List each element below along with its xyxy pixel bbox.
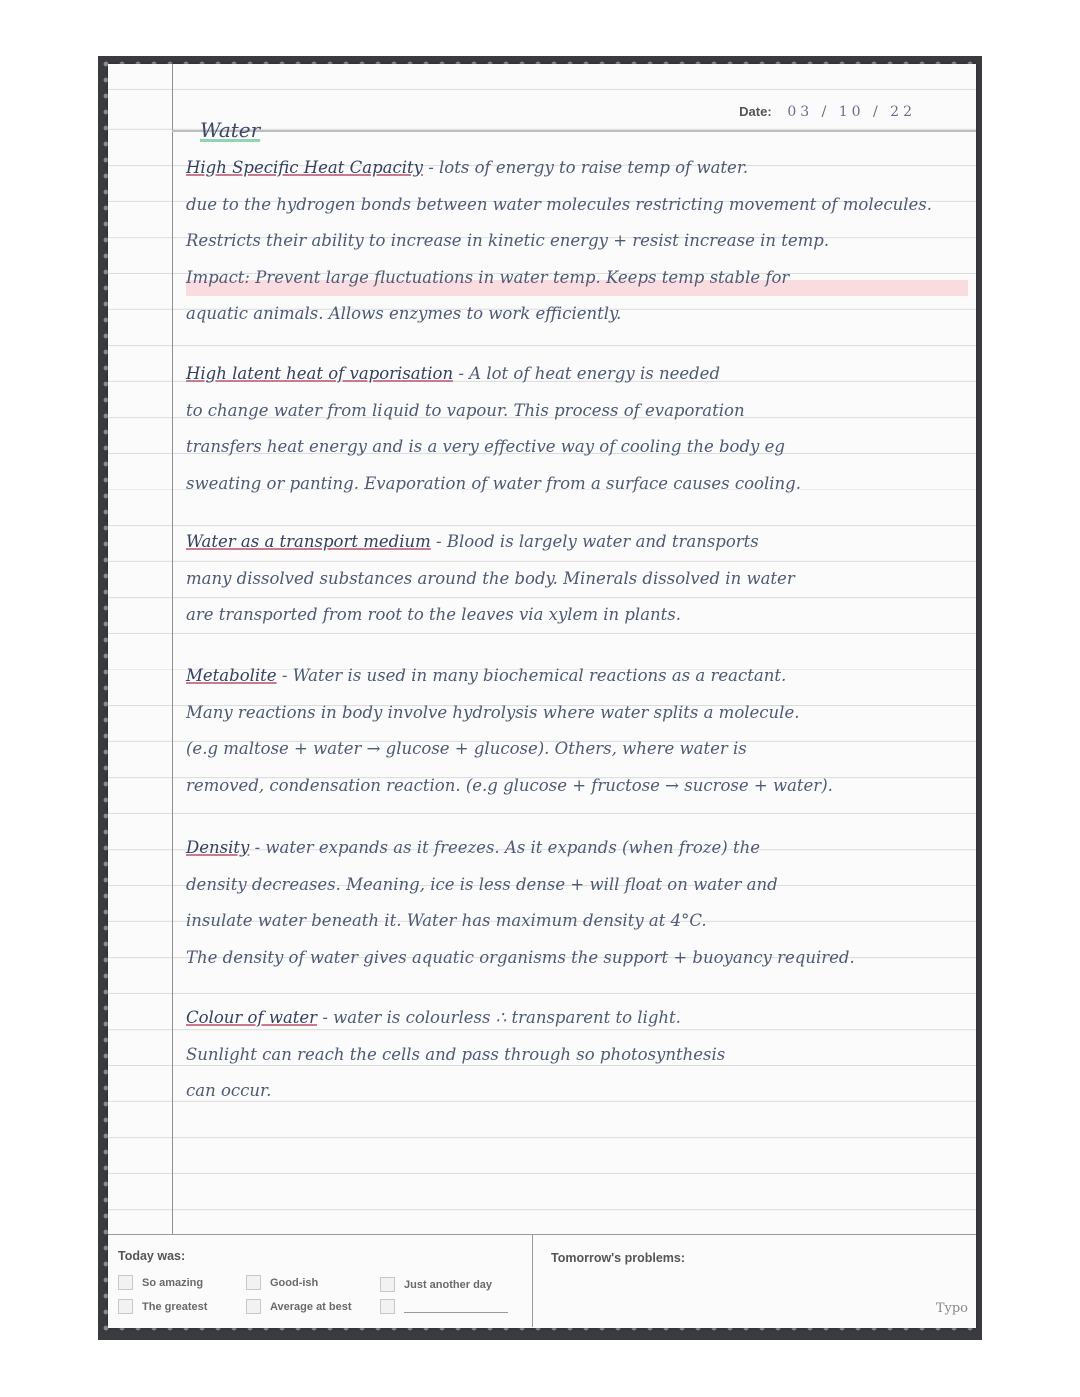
section-heading: Density (186, 838, 250, 857)
section-text: - Blood is largely water and transports (436, 532, 759, 551)
tomorrows-problems-label: Tomorrow's problems: (551, 1251, 686, 1265)
option-label: Good-ish (270, 1276, 319, 1289)
section-text: density decreases. Meaning, ice is less dense + will float on water and (186, 874, 778, 894)
option-average-at-best[interactable] (246, 1299, 352, 1314)
section-heading: High Specific Heat Capacity (186, 158, 423, 177)
section-transport-medium (186, 524, 968, 634)
section-line (186, 150, 968, 187)
section-text: due to the hydrogen bonds between water molecules restricting movement of molecules. (186, 194, 933, 214)
section-heading: Metabolite (186, 666, 277, 685)
section-text: to change water from liquid to vapour. This process of evaporation (186, 400, 745, 420)
header-rule (172, 130, 976, 132)
section-text: aquatic animals. Allows enzymes to work efficiently. (186, 304, 622, 323)
section-text: are transported from root to the leaves via xylem in plants. (186, 605, 682, 624)
page-footer (108, 1234, 976, 1328)
option-good-ish[interactable] (246, 1275, 318, 1290)
page-title: Water (200, 118, 261, 142)
option-label: Average at best (270, 1300, 352, 1313)
section-text: removed, condensation reaction. (e.g glucose + fructose → sucrose + water). (186, 775, 833, 795)
section-heading: High latent heat of vaporisation (186, 364, 454, 383)
section-latent-heat (186, 356, 968, 502)
checkbox[interactable] (118, 1299, 133, 1314)
footer-divider (532, 1235, 533, 1327)
section-density (186, 830, 968, 976)
checkbox[interactable] (246, 1275, 261, 1290)
date-value: 03 / 10 / 22 (787, 104, 916, 120)
section-text: - water is colourless ∴ transparent to light. (322, 1008, 681, 1027)
section-text: Many reactions in body involve hydrolysis where water splits a molecule. (186, 702, 800, 722)
section-heading: Water as a transport medium (186, 532, 431, 551)
section-text: (e.g maltose + water → glucose + glucose). Others, where water is (186, 739, 747, 758)
section-heading: Colour of water (186, 1008, 318, 1027)
section-text: The density of water gives aquatic organisms the support + buoyancy required. (186, 947, 855, 967)
option-custom[interactable] (380, 1299, 508, 1314)
section-text: Impact: Prevent large fluctuations in water temp. Keeps temp stable for (186, 260, 968, 297)
option-label: The greatest (142, 1300, 208, 1313)
section-text: Sunlight can reach the cells and pass through so photosynthesis (186, 1044, 726, 1064)
checkbox[interactable] (118, 1275, 133, 1290)
margin-line (172, 64, 173, 1234)
brand-logo: Typo (935, 1301, 968, 1316)
notebook-page (108, 64, 976, 1328)
section-text: - A lot of heat energy is needed (458, 364, 721, 383)
section-text: many dissolved substances around the body. Minerals dissolved in water (186, 568, 795, 588)
option-just-another-day[interactable] (380, 1277, 492, 1292)
date-label: Date: (739, 104, 772, 119)
custom-option-line[interactable] (404, 1300, 508, 1313)
checkbox[interactable] (380, 1299, 395, 1314)
option-label: Just another day (404, 1278, 493, 1291)
today-was-label: Today was: (118, 1249, 186, 1263)
section-line (186, 524, 968, 561)
section-line (186, 1000, 968, 1037)
section-metabolite (186, 658, 968, 804)
section-line (186, 658, 968, 695)
section-line (186, 356, 968, 393)
option-so-amazing[interactable] (118, 1275, 203, 1290)
date-field (739, 104, 916, 120)
section-line (186, 830, 968, 867)
section-text: - lots of energy to raise temp of water. (428, 158, 749, 177)
section-text: insulate water beneath it. Water has maximum density at 4°C. (186, 911, 707, 930)
section-text: sweating or panting. Evaporation of water from a surface causes cooling. (186, 473, 801, 493)
checkbox[interactable] (380, 1277, 395, 1292)
section-text: - Water is used in many biochemical reactions as a reactant. (281, 666, 787, 685)
section-text: Restricts their ability to increase in kinetic energy + resist increase in temp. (186, 231, 830, 250)
section-specific-heat (186, 150, 968, 333)
section-text: - water expands as it freezes. As it expands (when froze) the (254, 838, 760, 857)
section-text: can occur. (186, 1081, 272, 1100)
option-label: So amazing (142, 1276, 204, 1289)
section-text: transfers heat energy and is a very effective way of cooling the body eg (186, 437, 785, 456)
option-the-greatest[interactable] (118, 1299, 207, 1314)
checkbox[interactable] (246, 1299, 261, 1314)
section-colour (186, 1000, 968, 1110)
